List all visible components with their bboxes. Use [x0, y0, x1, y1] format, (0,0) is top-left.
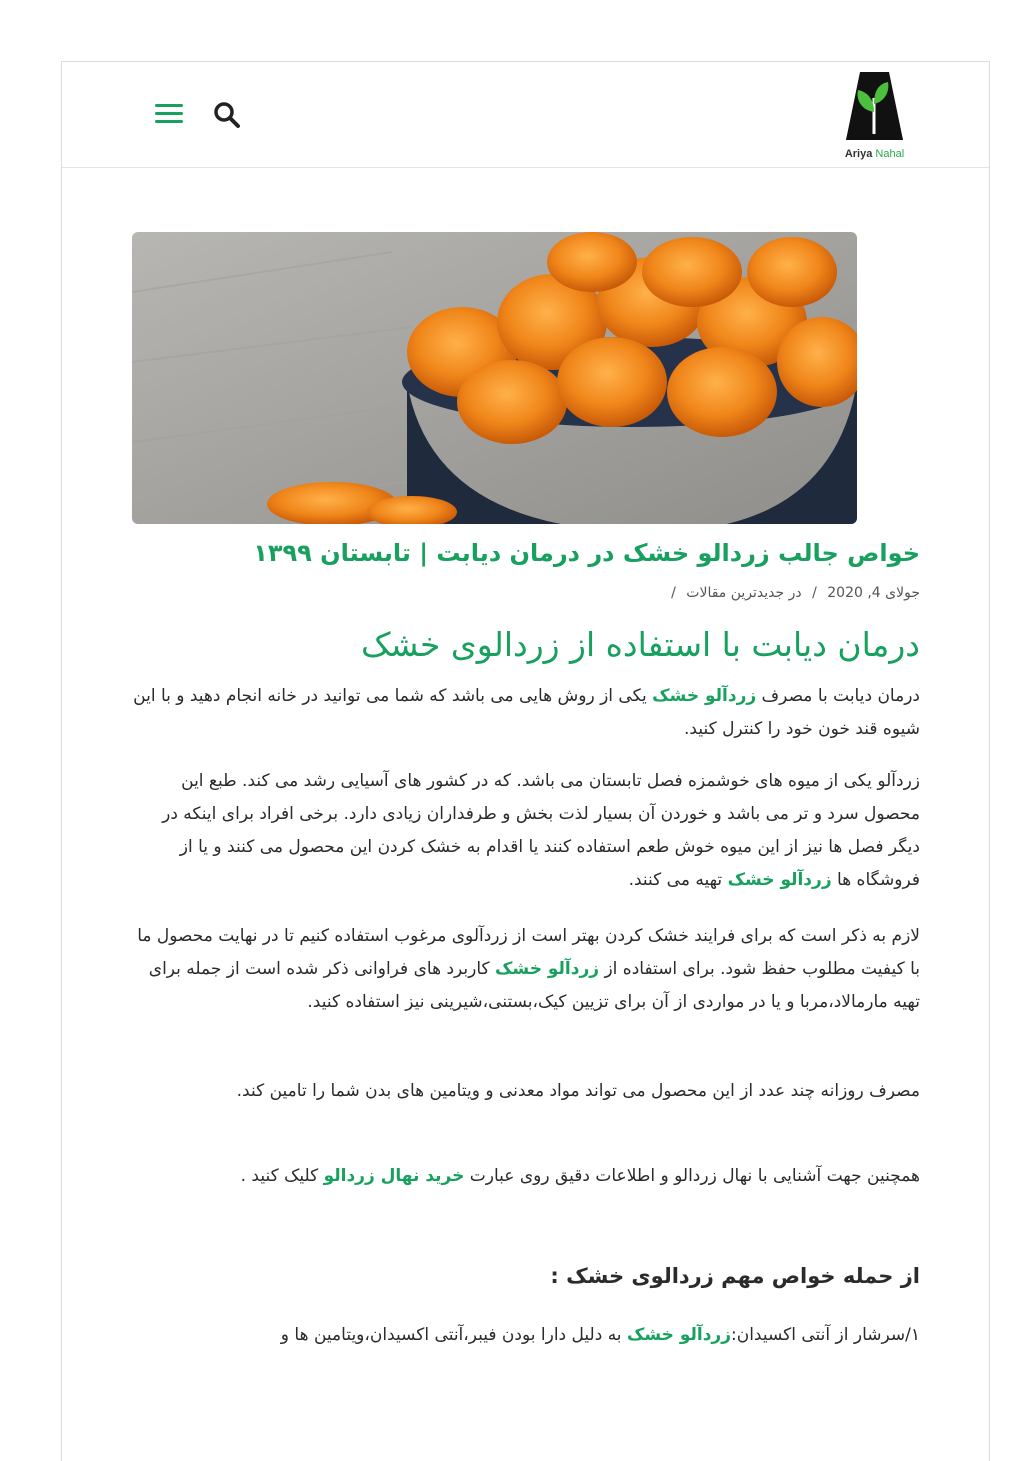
logo-text [832, 148, 917, 160]
buy-apricot-seedling-link[interactable]: خرید نهال زردالو [323, 1166, 465, 1186]
post-meta [665, 585, 920, 601]
dried-apricot-link[interactable]: زردآلو خشک [495, 959, 600, 979]
paragraph-5 [130, 1160, 920, 1193]
hamburger-menu-icon[interactable] [155, 102, 185, 126]
meta-separator: / [812, 585, 817, 601]
post-title[interactable]: خواص جالب زردالو خشک در درمان دیابت | تابستان ۱۳۹۹ [253, 539, 920, 567]
site-logo[interactable] [832, 68, 917, 163]
site-header [62, 62, 989, 168]
logo-brand-first: Ariya [844, 148, 873, 160]
text: یکی از روش هایی می باشد که شما می توانید در خانه انجام دهید و با این شیوه قند خون خود را کنترل کنید. [133, 686, 920, 739]
paragraph-6 [130, 1319, 920, 1352]
meta-separator: / [671, 585, 676, 601]
text: زردآلو یکی از میوه های خوشمزه فصل تابستان می باشد. که در کشور های آسیایی رشد می کند. طبع این محصول سرد و تر می باشد و خوردن آن بسیار لذت بخش و طرفداران زیادی دارد. برخی افراد برای اینکه در دیگر فصل ها نیز از این میوه خوش طعم استفاده کنند یا اقدام به خشک کردن این محصول می کنند و یا از فروشگاه ها [162, 771, 920, 890]
paragraph-2 [130, 765, 920, 897]
search-icon[interactable] [212, 100, 242, 130]
text: همچنین جهت آشنایی با نهال زردالو و اطلاعات دقیق روی عبارت [464, 1166, 920, 1186]
page-frame [61, 61, 990, 1461]
article-heading: درمان دیابت با استفاده از زردالوی خشک [361, 625, 920, 664]
text: کاربرد های فراوانی ذکر شده است از جمله برای تهیه مارمالاد،مربا و یا در مواردی از آن برای تزیین کیک،بستنی،شیرینی نیز استفاده کنید. [148, 959, 920, 1012]
properties-subheading: از حمله خواص مهم زردالوی خشک : [550, 1264, 920, 1288]
paragraph-4: مصرف روزانه چند عدد از این محصول می تواند مواد معدنی و ویتامین های بدن شما را تامین کند. [236, 1081, 920, 1101]
text: لازم به ذکر است که برای فرایند خشک کردن بهتر است از زردآلوی مرغوب استفاده کنیم تا در نهایت محصول ما با کیفیت مطلوب حفظ شود. برای استفاده از [137, 926, 920, 979]
text: تهیه می کنند. [628, 870, 728, 890]
logo-mark-icon [832, 68, 917, 148]
text: به دلیل دارا بودن فیبر،آنتی اکسیدان،ویتامین ها و [280, 1325, 627, 1345]
dried-apricot-link[interactable]: زردآلو خشک [652, 686, 757, 706]
dried-apricot-link[interactable]: زردآلو خشک [727, 870, 832, 890]
post-category[interactable]: در جدیدترین مقالات [686, 585, 802, 601]
logo-brand-second: Nahal [875, 148, 905, 160]
paragraph-3 [130, 920, 920, 1019]
text: ۱/سرشار از آنتی اکسیدان: [731, 1325, 920, 1345]
hero-image [132, 232, 857, 524]
post-date: جولای 4, 2020 [827, 585, 920, 601]
text: درمان دیابت با مصرف [756, 686, 920, 706]
dried-apricot-link[interactable]: زردآلو خشک [626, 1325, 731, 1345]
paragraph-1 [130, 680, 920, 746]
text: کلیک کنید . [240, 1166, 324, 1186]
